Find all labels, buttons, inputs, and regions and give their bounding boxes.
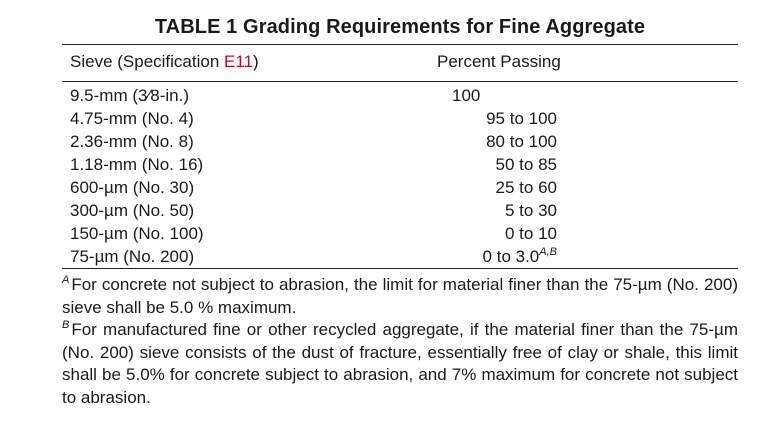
sieve-header-suffix: ) [253,52,259,71]
footnote-reference[interactable]: A,B [539,246,557,258]
footnote-text: For concrete not subject to abrasion, the limit for material finer than the 75-µm (No. 200) sieve shall be 5.0 % maximum. [62,275,738,317]
table-top-rule [62,44,738,45]
footnote-a [62,274,738,319]
table-footnotes [62,274,738,409]
percent-passing-cell [447,222,557,245]
percent-passing-value: 0 to 3.0 [482,247,540,266]
footnote-mark: A [62,274,70,286]
spec-e11-link[interactable]: E11 [224,52,254,71]
table-row [62,107,738,130]
sieve-size-cell: 150-µm (No. 100) [70,224,204,243]
percent-passing-value: 25 to 60 [495,178,557,197]
percent-passing-value: 80 to 100 [486,132,557,151]
table-title: TABLE 1 Grading Requirements for Fine Aggregate [154,16,646,38]
sieve-header-prefix: Sieve (Specification [70,52,225,71]
percent-passing-cell [447,153,557,176]
footnote-text: For manufactured fine or other recycled aggregate, if the material finer than the 75-µm (No. 200) sieve consists of the dust of fracture, essentially free of clay or shale, this limit shall be 5.0% for concrete subject to abrasion, and 7% maximum for concrete not subject to abrasion. [62,320,738,407]
percent-passing-value: 0 to 10 [505,224,557,243]
table-body [62,84,738,268]
percent-passing-cell [447,107,557,130]
table-bottom-rule [62,268,738,269]
footnote-b [62,319,738,409]
percent-passing-cell [447,199,557,222]
sieve-column-header [70,52,259,72]
table-row [62,222,738,245]
table-row [62,199,738,222]
percent-passing-cell [447,176,557,199]
table-row [62,176,738,199]
table-header-rule [62,81,738,82]
percent-passing-column-header: Percent Passing [437,52,561,71]
percent-passing-value: 5 to 30 [505,201,557,220]
percent-passing-value: 100 [452,86,481,105]
table-row [62,245,738,268]
footnote-mark: B [62,319,70,331]
percent-passing-value: 95 to 100 [486,109,557,128]
sieve-size-cell: 300-µm (No. 50) [70,201,195,220]
sieve-size-cell: 1.18-mm (No. 16) [70,155,204,174]
percent-passing-cell [447,130,557,153]
sieve-size-cell: 600-µm (No. 30) [70,178,195,197]
percent-passing-cell [452,84,562,107]
table-row [62,84,738,107]
percent-passing-value: 50 to 85 [495,155,557,174]
percent-passing-cell [447,245,557,268]
sieve-size-cell: 2.36-mm (No. 8) [70,132,194,151]
table-row [62,153,738,176]
sieve-size-cell: 75-µm (No. 200) [70,247,195,266]
table-row [62,130,738,153]
sieve-size-cell: 9.5-mm (3⁄8-in.) [70,86,190,105]
sieve-size-cell: 4.75-mm (No. 4) [70,109,194,128]
